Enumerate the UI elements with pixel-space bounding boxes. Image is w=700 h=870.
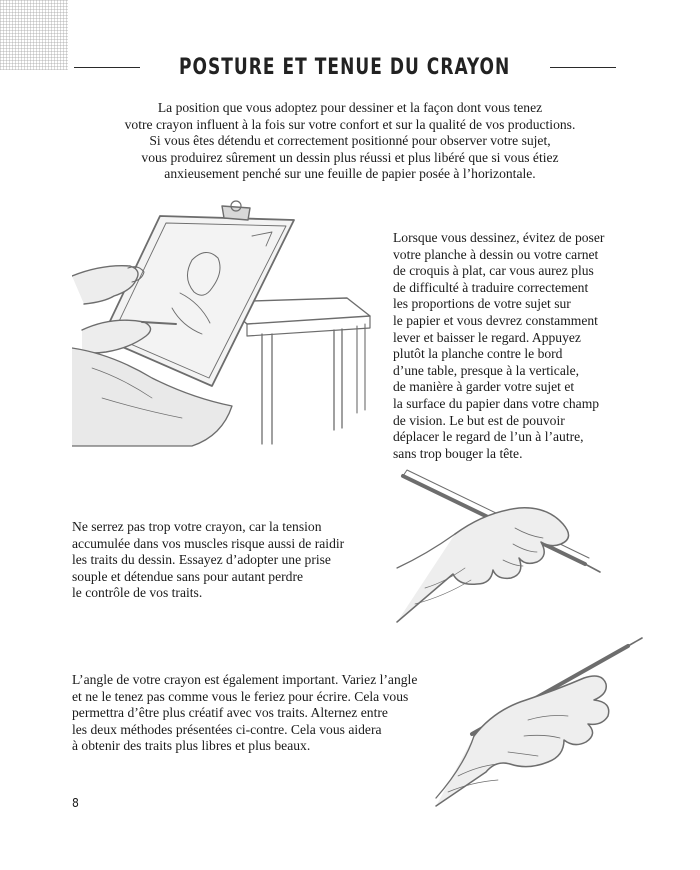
board-paragraph: [393, 230, 633, 462]
board-line: Lorsque vous dessinez, évitez de poser: [393, 230, 605, 245]
board-line: plutôt la planche contre le bord: [393, 346, 563, 362]
board-line: la surface du papier dans votre champ: [393, 395, 600, 411]
corner-texture: [0, 0, 68, 70]
board-line: les proportions de votre sujet sur: [393, 296, 571, 312]
grip-line: Ne serrez pas trop votre crayon, car la tension: [72, 519, 322, 534]
drawing-board-illustration: [72, 198, 372, 448]
grip-paragraph: [72, 519, 372, 602]
angle-line: à obtenir des traits plus libres et plus beaux.: [72, 738, 311, 754]
page-title: POSTURE ET TENUE DU CRAYON: [179, 54, 511, 80]
grip-line: souple et détendue sans pour autant perdre: [72, 568, 304, 584]
angle-line: et ne le tenez pas comme vous le feriez pour écrire. Cela vous: [72, 688, 409, 704]
grip-line: accumulée dans vos muscles risque aussi de raidir: [72, 535, 345, 551]
angle-line: permettra d’être plus créatif avec vos traits. Alternez entre: [72, 705, 388, 721]
board-line: lever et baisser le regard. Appuyez: [393, 329, 581, 345]
angle-line: les deux méthodes présentées ci-contre. Cela vous aidera: [72, 721, 382, 737]
intro-line: La position que vous adoptez pour dessiner et la façon dont vous tenez: [157, 100, 543, 115]
board-line: de manière à garder votre sujet et: [393, 379, 575, 395]
intro-line: anxieusement penché sur une feuille de papier posée à l’horizontale.: [164, 166, 536, 182]
pencil-grip-illustration: [395, 468, 605, 626]
board-line: de vision. Le but est de pouvoir: [393, 412, 565, 428]
pencil-angle-illustration: [428, 636, 648, 808]
intro-line: votre crayon influent à la fois sur votre confort et sur la qualité de vos productions.: [124, 116, 576, 132]
grip-line: le contrôle de vos traits.: [72, 585, 203, 601]
angle-paragraph: [72, 672, 452, 755]
board-line: d’une table, presque à la verticale,: [393, 362, 580, 378]
board-line: le papier et vous devrez constamment: [393, 312, 598, 328]
title-rule-right: [550, 67, 616, 68]
page-number: 8: [72, 796, 79, 810]
grip-line: les traits du dessin. Essayez d’adopter une prise: [72, 552, 331, 568]
intro-paragraph: [70, 100, 630, 183]
intro-line: Si vous êtes détendu et correctement positionné pour observer votre sujet,: [149, 133, 551, 149]
title-rule-left: [74, 67, 140, 68]
board-line: de croquis à plat, car vous aurez plus: [393, 263, 594, 279]
angle-line: L’angle de votre crayon est également important. Variez l’angle: [72, 672, 418, 687]
board-line: de difficulté à traduire correctement: [393, 279, 589, 295]
title-row: [74, 50, 616, 84]
board-line: déplacer le regard de l’un à l’autre,: [393, 429, 584, 445]
intro-line: vous produirez sûrement un dessin plus réussi et plus libéré que si vous étiez: [141, 149, 559, 165]
board-line: votre planche à dessin ou votre carnet: [393, 246, 599, 262]
board-line: sans trop bouger la tête.: [393, 445, 523, 461]
